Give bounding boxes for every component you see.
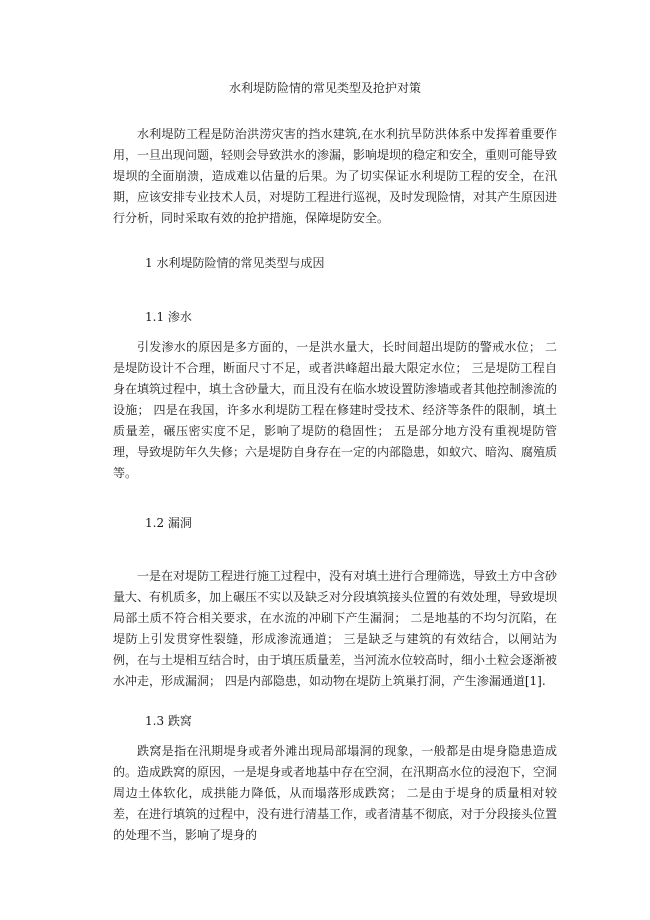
section-1-2-body [113, 566, 557, 692]
section-1-2-heading: 1.2 漏洞 [145, 516, 192, 530]
section-1-1-body: 引发渗水的原因是多方面的，一是洪水量大，长时间超出堤防的警戒水位； 二是堤防设计不合理，断面尺寸不足，或者洪峰超出最大限定水位； 三是堤防工程自身在填筑过程中，填土含砂量大，而且没有在临水坡设置防渗墙或者其他控制渗流的设施； 四是在我国，许多水利堤防工程在修建时受技术、经济等条件的限制，填土质量差，碾压密实度不足，影响了堤防的稳固性； 五是部分地方没有重视堤防管理，导致堤防年久失修；六是堤防自身存在一定的内部隐患，如蚁穴、暗沟、腐殖质等。 [113, 340, 558, 480]
citation-link[interactable]: [1]. [524, 674, 546, 688]
section-1-heading: 1 水利堤防险情的常见类型与成因 [145, 256, 325, 270]
intro-paragraph: 水利堤防工程是防治洪涝灾害的挡水建筑,在水利抗旱防洪体系中发挥着重要作用，一旦出现问题，轻则会导致洪水的渗漏，影响堤坝的稳定和安全，重则可能导致堤坝的全面崩溃，造成难以估量的后果。为了切实保证水利堤防工程的安全，在汛期，应该安排专业技术人员，对堤防工程进行巡视，及时发现险情，对其产生原因进行分析，同时采取有效的抢护措施，保障堤防安全。 [113, 127, 558, 225]
section-1-3-heading: 1.3 跌窝 [145, 714, 192, 728]
section-1-2-text: 一是在对堤防工程进行施工过程中，没有对填土进行合理筛选，导致土方中含砂量大、有机质多，加上碾压不实以及缺乏对分段填筑接头位置的有效处理，导致堤坝局部土质不符合相关要求，在水流的冲刷下产生漏洞； 二是地基的不均匀沉陷，在堤防上引发贯穿性裂缝，形成渗流通道； 三是缺乏与建筑的有效结合，以闸站为例，在与土堤相互结合时，由于填压质量差，当河流水位较高时，细小土粒会逐渐被水冲走，形成漏洞； 四是内部隐患，如动物在堤防上筑巢打洞，产生渗漏通道 [113, 569, 558, 688]
section-1-3-body: 跌窝是指在汛期堤身或者外滩出现局部塌洞的现象，一般都是由堤身隐患造成的。造成跌窝的原因，一是堤身或者地基中存在空洞，在汛期高水位的浸泡下，空洞周边土体软化，成拱能力降低，从而塌落形成跌窝； 二是由于堤身的质量相对较差，在进行填筑的过程中，没有进行清基工作，或者清基不彻底，对于分段接头位置的处理不当，影响了堤身的 [113, 744, 558, 842]
document-title: 水利堤防险情的常见类型及抢护对策 [228, 81, 421, 95]
section-1-1-heading: 1.1 渗水 [145, 310, 192, 324]
